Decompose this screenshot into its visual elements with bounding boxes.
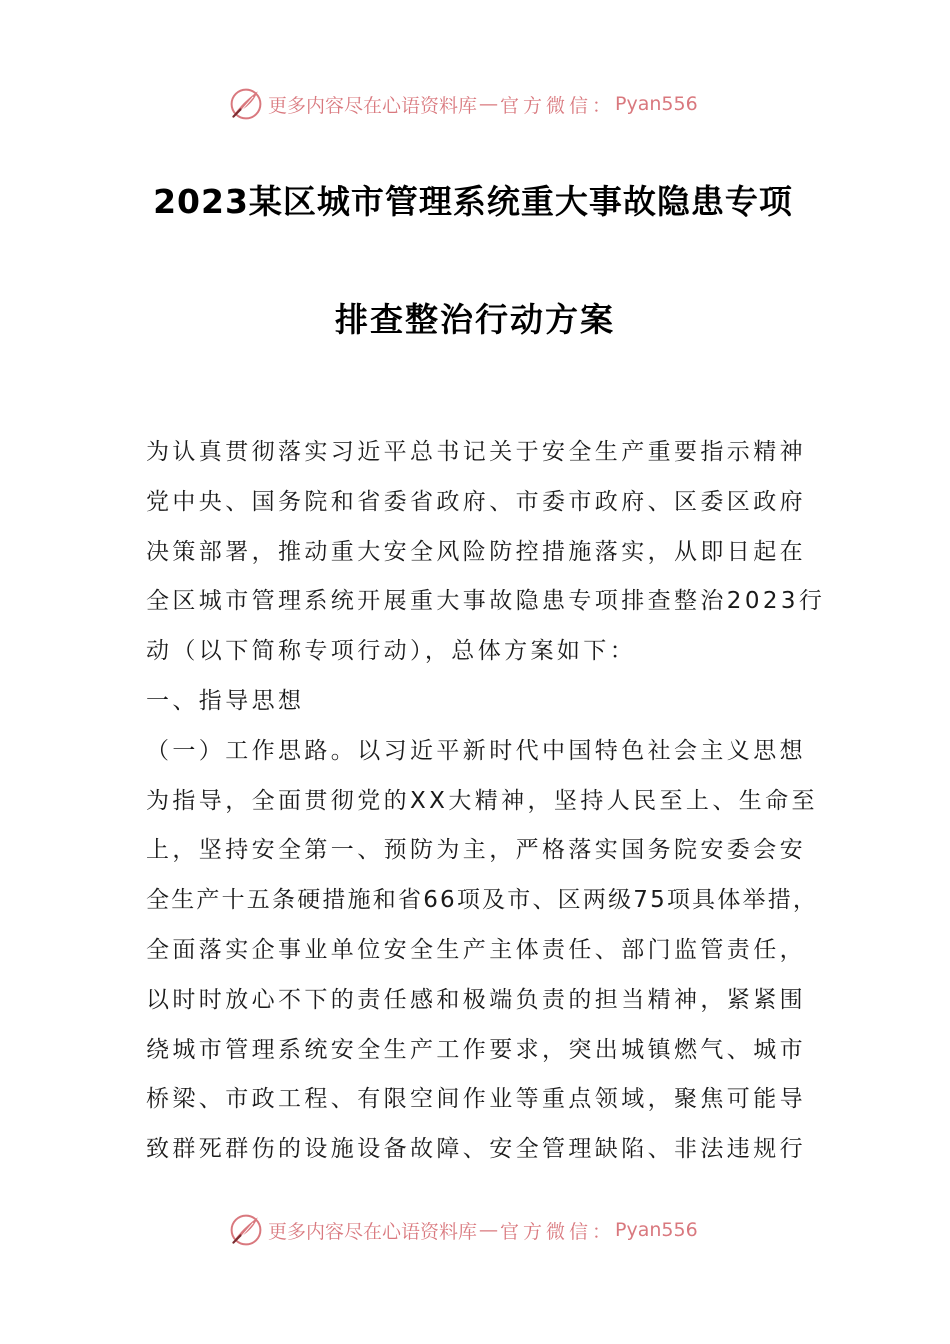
watermark-wechat-id: Pyan556	[615, 93, 698, 115]
body-line: （一）工作思路。以习近平新时代中国特色社会主义思想	[146, 737, 806, 764]
watermark-wechat-id: Pyan556	[615, 1219, 698, 1241]
watermark-footer	[228, 1210, 748, 1250]
watermark-official-label: 官方微信：	[500, 94, 616, 117]
watermark-separator: —	[479, 1219, 499, 1241]
watermark-official-label: 官方微信：	[500, 1220, 616, 1243]
watermark-brand: 更多内容尽在心语资料库	[268, 94, 478, 117]
body-line: 决策部署，推动重大安全风险防控措施落实，从即日起在	[146, 538, 806, 565]
body-line: 动（以下简称专项行动），总体方案如下：	[146, 638, 637, 665]
watermark-separator: —	[479, 93, 499, 115]
body-line: 全面落实企事业单位安全生产主体责任、部门监管责任，	[146, 936, 806, 963]
body-line: 绕城市管理系统安全生产工作要求，突出城镇燃气、城市	[146, 1036, 806, 1063]
quill-logo-icon	[228, 86, 264, 122]
document-title-line-2: 排查整治行动方案	[335, 300, 615, 339]
body-line: 上，坚持安全第一、预防为主，严格落实国务院安委会安	[146, 837, 806, 864]
watermark-header	[228, 84, 748, 124]
quill-logo-icon	[228, 1212, 264, 1248]
body-line: 全生产十五条硬措施和省66项及市、区两级75项具体举措，	[146, 887, 819, 914]
body-line: 致群死群伤的设施设备故障、安全管理缺陷、非法违规行	[146, 1136, 806, 1163]
body-line: 桥梁、市政工程、有限空间作业等重点领域，聚焦可能导	[146, 1086, 806, 1113]
body-line: 以时时放心不下的责任感和极端负责的担当精神，紧紧围	[146, 986, 806, 1013]
body-line: 为指导，全面贯彻党的XX大精神，坚持人民至上、生命至	[146, 787, 818, 814]
body-line: 全区城市管理系统开展重大事故隐患专项排查整治2023行	[146, 588, 826, 615]
body-line: 为认真贯彻落实习近平总书记关于安全生产重要指示精神	[146, 439, 806, 465]
body-line: 党中央、国务院和省委省政府、市委市政府、区委区政府	[146, 488, 806, 515]
document-title-line-1: 2023某区城市管理系统重大事故隐患专项	[153, 182, 793, 221]
watermark-brand: 更多内容尽在心语资料库	[268, 1220, 478, 1243]
section-heading: 一、指导思想	[146, 687, 305, 714]
document-body	[146, 428, 826, 1175]
